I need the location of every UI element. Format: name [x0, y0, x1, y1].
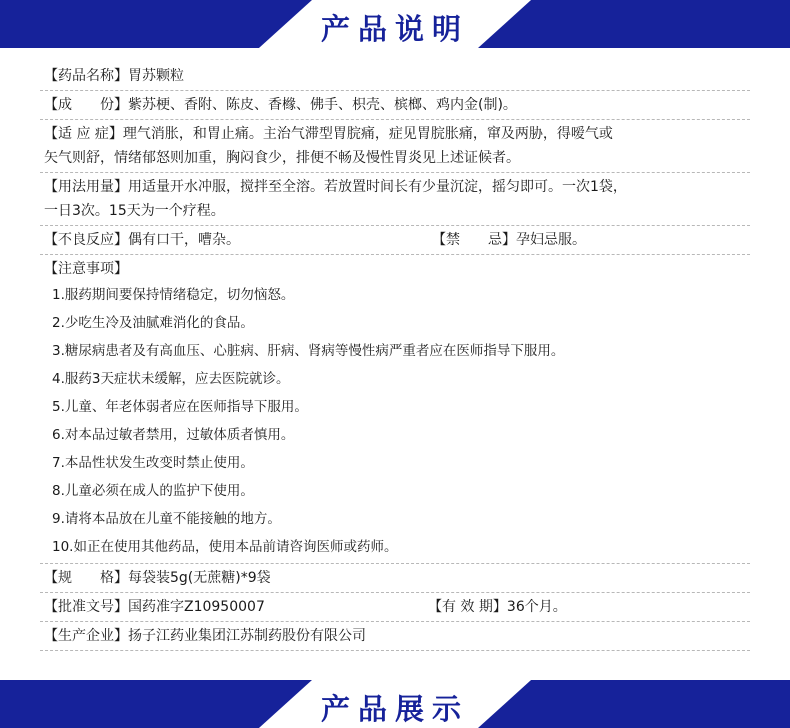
precautions-label: 【注意事项】 [44, 261, 128, 277]
ingredients-label: 【成 份】 [44, 97, 128, 113]
precaution-item: 6.对本品过敏者禁用，过敏体质者慎用。 [52, 427, 295, 443]
header-banner [0, 0, 790, 48]
footer-banner [0, 680, 790, 728]
indications-line2: 矢气则舒，情绪郁怒则加重，胸闷食少，排便不畅及慢性胃炎见上述证候者。 [44, 150, 520, 166]
validity-label: 【有 效 期】 [428, 599, 507, 615]
ingredients-row [40, 91, 750, 120]
precaution-item: 5.儿童、年老体弱者应在医师指导下服用。 [52, 399, 308, 415]
contraindication-value: 孕妇忌服。 [516, 232, 586, 248]
indications-row [40, 120, 750, 173]
precaution-item: 8.儿童必须在成人的监护下使用。 [52, 483, 254, 499]
manufacturer-row [40, 622, 750, 651]
approval-value: 国药准字Z10950007 [128, 599, 265, 615]
approval-row [40, 593, 750, 622]
validity-value: 36个月。 [506, 599, 567, 615]
precaution-item: 1.服药期间要保持情绪稳定，切勿恼怒。 [52, 287, 295, 303]
ingredients-value: 紫苏梗、香附、陈皮、香橼、佛手、枳壳、槟榔、鸡内金(制)。 [128, 97, 517, 113]
adverse-value: 偶有口干，嘈杂。 [128, 232, 240, 248]
usage-line1: 用适量开水冲服，搅拌至全溶。若放置时间长有少量沉淀，摇匀即可。一次1袋， [128, 179, 627, 195]
drug-name-value: 胃苏颗粒 [128, 68, 184, 84]
precaution-item: 3.糖尿病患者及有高血压、心脏病、肝病、肾病等慢性病严重者应在医师指导下服用。 [52, 343, 565, 359]
manufacturer-value: 扬子江药业集团江苏制药股份有限公司 [128, 628, 366, 644]
precaution-item: 2.少吃生冷及油腻难消化的食品。 [52, 315, 254, 331]
precautions-row [40, 255, 750, 564]
spec-value: 每袋装5g(无蔗糖)*9袋 [128, 570, 271, 586]
spec-row [40, 564, 750, 593]
contraindication-label: 【禁 忌】 [432, 232, 516, 248]
precaution-item: 7.本品性状发生改变时禁止使用。 [52, 455, 254, 471]
usage-row [40, 173, 750, 226]
precaution-item: 4.服药3天症状未缓解，应去医院就诊。 [52, 371, 290, 387]
adverse-label: 【不良反应】 [44, 232, 128, 248]
adverse-row [40, 226, 750, 255]
banner-title: 产品说明 [320, 12, 469, 46]
approval-label: 【批准文号】 [44, 599, 128, 615]
validity [428, 595, 567, 619]
drug-name-label: 【药品名称】 [44, 68, 128, 84]
contraindication [432, 228, 586, 252]
usage-label: 【用法用量】 [44, 179, 128, 195]
drug-name-row [40, 62, 750, 91]
usage-line2: 一日3次。15天为一个疗程。 [44, 203, 225, 219]
product-info [40, 62, 750, 651]
precaution-item: 9.请将本品放在儿童不能接触的地方。 [52, 511, 281, 527]
indications-label: 【适 应 症】 [44, 126, 123, 142]
banner-title: 产品展示 [320, 692, 469, 726]
indications-line1: 理气消胀，和胃止痛。主治气滞型胃脘痛，症见胃脘胀痛，窜及两胁，得嗳气或 [122, 126, 613, 142]
precaution-item: 10.如正在使用其他药品，使用本品前请咨询医师或药师。 [52, 539, 398, 555]
spec-label: 【规 格】 [44, 570, 128, 586]
manufacturer-label: 【生产企业】 [44, 628, 128, 644]
